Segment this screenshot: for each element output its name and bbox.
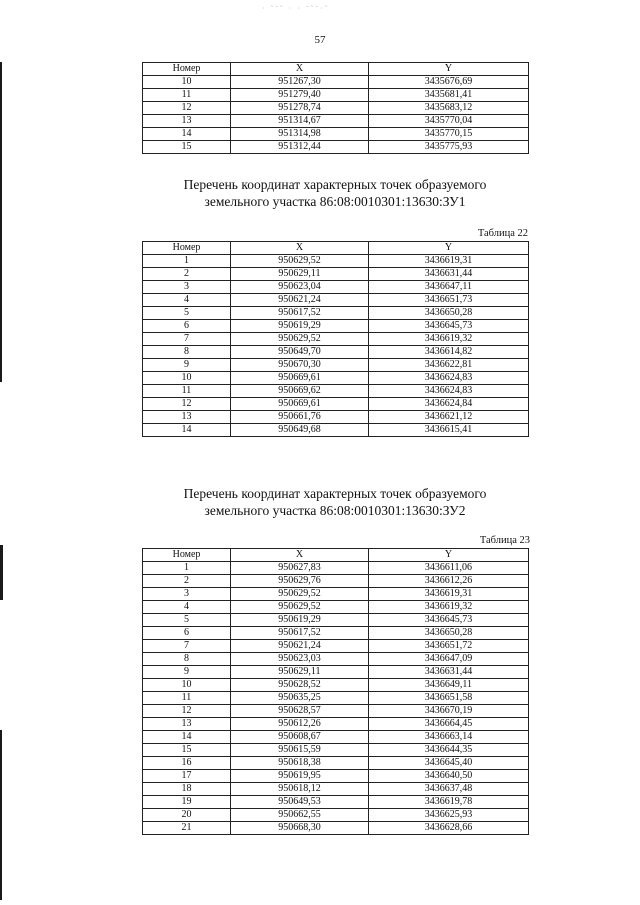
point-number-cell: 11 (143, 89, 231, 102)
x-coordinate-cell: 950618,12 (231, 783, 369, 796)
y-coordinate-cell: 3436645,40 (369, 757, 529, 770)
y-coordinate-cell: 3436649,11 (369, 679, 529, 692)
x-coordinate-cell: 950635,25 (231, 692, 369, 705)
x-coordinate-cell: 951312,44 (231, 141, 369, 154)
point-number-cell: 13 (143, 115, 231, 128)
y-coordinate-cell: 3436631,44 (369, 666, 529, 679)
x-coordinate-cell: 950623,03 (231, 653, 369, 666)
point-number-cell: 7 (143, 333, 231, 346)
column-header-x: X (231, 242, 369, 255)
point-number-cell: 16 (143, 757, 231, 770)
y-coordinate-cell: 3436644,35 (369, 744, 529, 757)
table-row (143, 705, 529, 718)
y-coordinate-cell: 3436621,12 (369, 411, 529, 424)
x-coordinate-cell: 950649,70 (231, 346, 369, 359)
table-row (143, 601, 529, 614)
y-coordinate-cell: 3436640,50 (369, 770, 529, 783)
x-coordinate-cell: 950668,30 (231, 822, 369, 835)
column-header-number: Номер (143, 549, 231, 562)
point-number-cell: 9 (143, 666, 231, 679)
table-row (143, 128, 529, 141)
y-coordinate-cell: 3436624,83 (369, 385, 529, 398)
y-coordinate-cell: 3435770,04 (369, 115, 529, 128)
table-row (143, 575, 529, 588)
point-number-cell: 17 (143, 770, 231, 783)
y-coordinate-cell: 3436612,26 (369, 575, 529, 588)
y-coordinate-cell: 3436619,78 (369, 796, 529, 809)
y-coordinate-cell: 3435775,93 (369, 141, 529, 154)
point-number-cell: 6 (143, 320, 231, 333)
table-row (143, 89, 529, 102)
table-row (143, 627, 529, 640)
x-coordinate-cell: 950608,67 (231, 731, 369, 744)
point-number-cell: 1 (143, 255, 231, 268)
x-coordinate-cell: 951267,30 (231, 76, 369, 89)
point-number-cell: 8 (143, 653, 231, 666)
x-coordinate-cell: 951278,74 (231, 102, 369, 115)
y-coordinate-cell: 3436625,93 (369, 809, 529, 822)
table-row (143, 115, 529, 128)
point-number-cell: 10 (143, 679, 231, 692)
point-number-cell: 19 (143, 796, 231, 809)
point-number-cell: 20 (143, 809, 231, 822)
x-coordinate-cell: 950628,52 (231, 679, 369, 692)
x-coordinate-cell: 950661,76 (231, 411, 369, 424)
point-number-cell: 3 (143, 281, 231, 294)
x-coordinate-cell: 950629,52 (231, 333, 369, 346)
table-row (143, 424, 529, 437)
table-label: Таблица 23 (479, 535, 530, 546)
point-number-cell: 14 (143, 424, 231, 437)
page-number: 57 (314, 34, 326, 46)
y-coordinate-cell: 3436645,73 (369, 614, 529, 627)
y-coordinate-cell: 3436637,48 (369, 783, 529, 796)
table-row (143, 744, 529, 757)
x-coordinate-cell: 951314,98 (231, 128, 369, 141)
scan-smudge: · ˜ˉ˜ · · ˉ˜ˉ·˜ (262, 4, 330, 13)
table-row (143, 666, 529, 679)
x-coordinate-cell: 951279,40 (231, 89, 369, 102)
x-coordinate-cell: 950612,26 (231, 718, 369, 731)
x-coordinate-cell: 950629,11 (231, 666, 369, 679)
point-number-cell: 4 (143, 601, 231, 614)
point-number-cell: 7 (143, 640, 231, 653)
y-coordinate-cell: 3436619,31 (369, 588, 529, 601)
y-coordinate-cell: 3435681,41 (369, 89, 529, 102)
column-header-number: Номер (143, 63, 231, 76)
table-row (143, 796, 529, 809)
table-row (143, 359, 529, 372)
table-row (143, 679, 529, 692)
x-coordinate-cell: 950621,24 (231, 640, 369, 653)
point-number-cell: 3 (143, 588, 231, 601)
y-coordinate-cell: 3436664,45 (369, 718, 529, 731)
point-number-cell: 15 (143, 141, 231, 154)
point-number-cell: 14 (143, 128, 231, 141)
table-row (143, 268, 529, 281)
point-number-cell: 12 (143, 398, 231, 411)
column-header-x: X (231, 63, 369, 76)
table-row (143, 398, 529, 411)
table-row (143, 346, 529, 359)
y-coordinate-cell: 3436628,66 (369, 822, 529, 835)
y-coordinate-cell: 3436619,31 (369, 255, 529, 268)
table-row (143, 333, 529, 346)
x-coordinate-cell: 950629,11 (231, 268, 369, 281)
scan-edge-mark (0, 545, 3, 600)
column-header-y: Y (369, 549, 529, 562)
point-number-cell: 12 (143, 102, 231, 115)
x-coordinate-cell: 950623,04 (231, 281, 369, 294)
y-coordinate-cell: 3436619,32 (369, 601, 529, 614)
section-caption-zu1 (0, 176, 640, 210)
x-coordinate-cell: 950662,55 (231, 809, 369, 822)
x-coordinate-cell: 950629,52 (231, 255, 369, 268)
point-number-cell: 10 (143, 372, 231, 385)
section-caption-zu2 (0, 485, 640, 519)
x-coordinate-cell: 951314,67 (231, 115, 369, 128)
table-row (143, 385, 529, 398)
table-row (143, 141, 529, 154)
table-header-row (143, 242, 529, 255)
x-coordinate-cell: 950621,24 (231, 294, 369, 307)
x-coordinate-cell: 950617,52 (231, 627, 369, 640)
x-coordinate-cell: 950619,29 (231, 614, 369, 627)
x-coordinate-cell: 950629,76 (231, 575, 369, 588)
table-row (143, 372, 529, 385)
y-coordinate-cell: 3436651,72 (369, 640, 529, 653)
coordinates-table-zu1 (142, 241, 529, 437)
table-header-row (143, 63, 529, 76)
point-number-cell: 13 (143, 718, 231, 731)
point-number-cell: 18 (143, 783, 231, 796)
table-row (143, 411, 529, 424)
y-coordinate-cell: 3436663,14 (369, 731, 529, 744)
y-coordinate-cell: 3436651,58 (369, 692, 529, 705)
table-row (143, 731, 529, 744)
table-row (143, 102, 529, 115)
caption-line: Перечень координат характерных точек образуемого (183, 486, 487, 501)
point-number-cell: 5 (143, 307, 231, 320)
table-row (143, 718, 529, 731)
y-coordinate-cell: 3436647,09 (369, 653, 529, 666)
point-number-cell: 6 (143, 627, 231, 640)
point-number-cell: 9 (143, 359, 231, 372)
caption-line: земельного участка 86:08:0010301:13630:ЗУ1 (204, 194, 466, 209)
y-coordinate-cell: 3436614,82 (369, 346, 529, 359)
caption-line: Перечень координат характерных точек образуемого (183, 177, 487, 192)
y-coordinate-cell: 3436631,44 (369, 268, 529, 281)
point-number-cell: 8 (143, 346, 231, 359)
coordinates-table-continued (142, 62, 529, 154)
x-coordinate-cell: 950619,29 (231, 320, 369, 333)
x-coordinate-cell: 950628,57 (231, 705, 369, 718)
table-row (143, 653, 529, 666)
y-coordinate-cell: 3435676,69 (369, 76, 529, 89)
table-row (143, 307, 529, 320)
scan-edge-line (0, 62, 2, 382)
x-coordinate-cell: 950649,68 (231, 424, 369, 437)
point-number-cell: 5 (143, 614, 231, 627)
table-row (143, 757, 529, 770)
point-number-cell: 15 (143, 744, 231, 757)
y-coordinate-cell: 3436615,41 (369, 424, 529, 437)
y-coordinate-cell: 3436670,19 (369, 705, 529, 718)
y-coordinate-cell: 3436650,28 (369, 307, 529, 320)
x-coordinate-cell: 950669,61 (231, 372, 369, 385)
scan-edge-line-lower (0, 730, 2, 900)
column-header-number: Номер (143, 242, 231, 255)
table-row (143, 692, 529, 705)
x-coordinate-cell: 950627,83 (231, 562, 369, 575)
table-row (143, 76, 529, 89)
table-row (143, 640, 529, 653)
x-coordinate-cell: 950669,61 (231, 398, 369, 411)
x-coordinate-cell: 950618,38 (231, 757, 369, 770)
table-row (143, 562, 529, 575)
y-coordinate-cell: 3436622,81 (369, 359, 529, 372)
point-number-cell: 12 (143, 705, 231, 718)
y-coordinate-cell: 3435770,15 (369, 128, 529, 141)
x-coordinate-cell: 950629,52 (231, 588, 369, 601)
column-header-x: X (231, 549, 369, 562)
y-coordinate-cell: 3436647,11 (369, 281, 529, 294)
column-header-y: Y (369, 242, 529, 255)
point-number-cell: 14 (143, 731, 231, 744)
column-header-y: Y (369, 63, 529, 76)
table-row (143, 822, 529, 835)
point-number-cell: 11 (143, 385, 231, 398)
y-coordinate-cell: 3436650,28 (369, 627, 529, 640)
y-coordinate-cell: 3436651,73 (369, 294, 529, 307)
point-number-cell: 4 (143, 294, 231, 307)
table-row (143, 614, 529, 627)
table-row (143, 255, 529, 268)
caption-line: земельного участка 86:08:0010301:13630:ЗУ2 (204, 503, 466, 518)
table-row (143, 294, 529, 307)
y-coordinate-cell: 3436624,83 (369, 372, 529, 385)
y-coordinate-cell: 3436611,06 (369, 562, 529, 575)
point-number-cell: 13 (143, 411, 231, 424)
point-number-cell: 10 (143, 76, 231, 89)
x-coordinate-cell: 950669,62 (231, 385, 369, 398)
x-coordinate-cell: 950615,59 (231, 744, 369, 757)
y-coordinate-cell: 3436619,32 (369, 333, 529, 346)
point-number-cell: 1 (143, 562, 231, 575)
x-coordinate-cell: 950617,52 (231, 307, 369, 320)
x-coordinate-cell: 950619,95 (231, 770, 369, 783)
table-row (143, 783, 529, 796)
y-coordinate-cell: 3435683,12 (369, 102, 529, 115)
x-coordinate-cell: 950649,53 (231, 796, 369, 809)
point-number-cell: 21 (143, 822, 231, 835)
table-row (143, 281, 529, 294)
point-number-cell: 11 (143, 692, 231, 705)
y-coordinate-cell: 3436624,84 (369, 398, 529, 411)
point-number-cell: 2 (143, 268, 231, 281)
table-row (143, 320, 529, 333)
table-row (143, 588, 529, 601)
table-header-row (143, 549, 529, 562)
table-label: Таблица 22 (477, 228, 528, 239)
table-row (143, 809, 529, 822)
coordinates-table-zu2 (142, 548, 529, 835)
point-number-cell: 2 (143, 575, 231, 588)
table-row (143, 770, 529, 783)
x-coordinate-cell: 950670,30 (231, 359, 369, 372)
x-coordinate-cell: 950629,52 (231, 601, 369, 614)
y-coordinate-cell: 3436645,73 (369, 320, 529, 333)
